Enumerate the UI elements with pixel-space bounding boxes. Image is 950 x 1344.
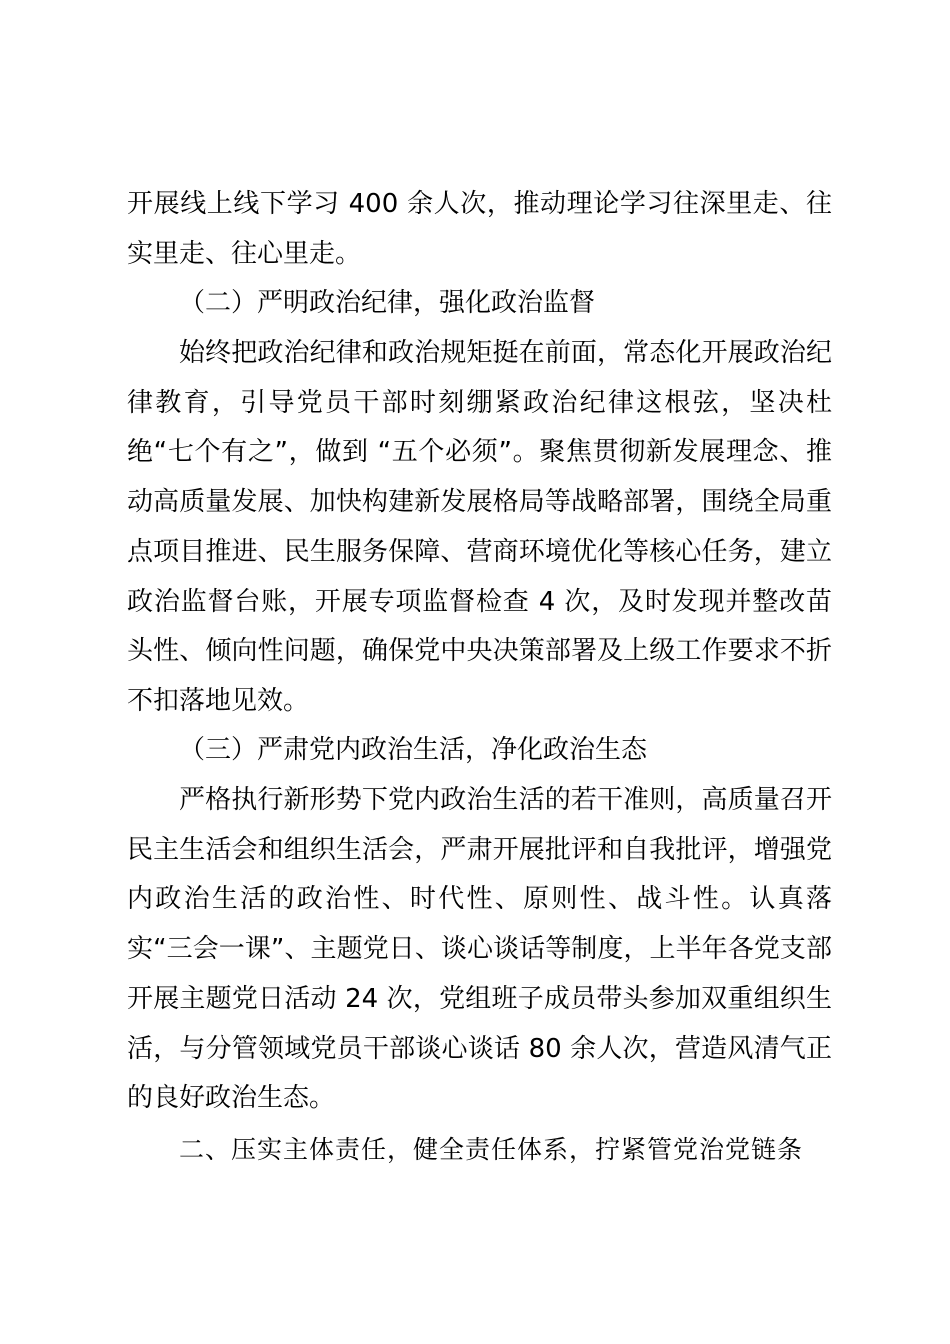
paragraph-political-discipline: 始终把政治纪律和政治规矩挺在前面，常态化开展政治纪律教育，引导党员干部时刻绷紧政治纪律这根弦，坚决杜绝“七个有之”，做到 “五个必须”。聚焦贯彻新发展理念、推动高质量发展、加快构建新发展格局等战略部署，围绕全局重点项目推进、民生服务保障、营商环境优化等核心任务，建立政治监督台账，开展专项监督检查 4 次，及时发现并整改苗头性、倾向性问题，确保党中央决策部署及上级工作要求不折不扣落地见效。 (127, 338, 832, 716)
section-heading-main-responsibility: 二、压实主体责任，健全责任体系，拧紧管党治党链条 (179, 1135, 804, 1164)
paragraph-study-summary: 开展线上线下学习 400 余人次，推动理论学习往深里走、往实里走、往心里走。 (127, 189, 832, 269)
section-heading-political-life: （三）严肃党内政治生活，净化政治生态 (179, 735, 648, 765)
section-heading-political-discipline: （二）严明政治纪律，强化政治监督 (179, 288, 596, 318)
paragraph-political-life: 严格执行新形势下党内政治生活的若干准则，高质量召开民主生活会和组织生活会，严肃开展批评和自我批评，增强党内政治生活的政治性、时代性、原则性、战斗性。认真落实“三会一课”、主题党日、谈心谈话等制度，上半年各党支部开展主题党日活动 24 次，党组班子成员带头参加双重组织生活，与分管领域党员干部谈心谈话 80 余人次，营造风清气正的良好政治生态。 (127, 785, 832, 1114)
